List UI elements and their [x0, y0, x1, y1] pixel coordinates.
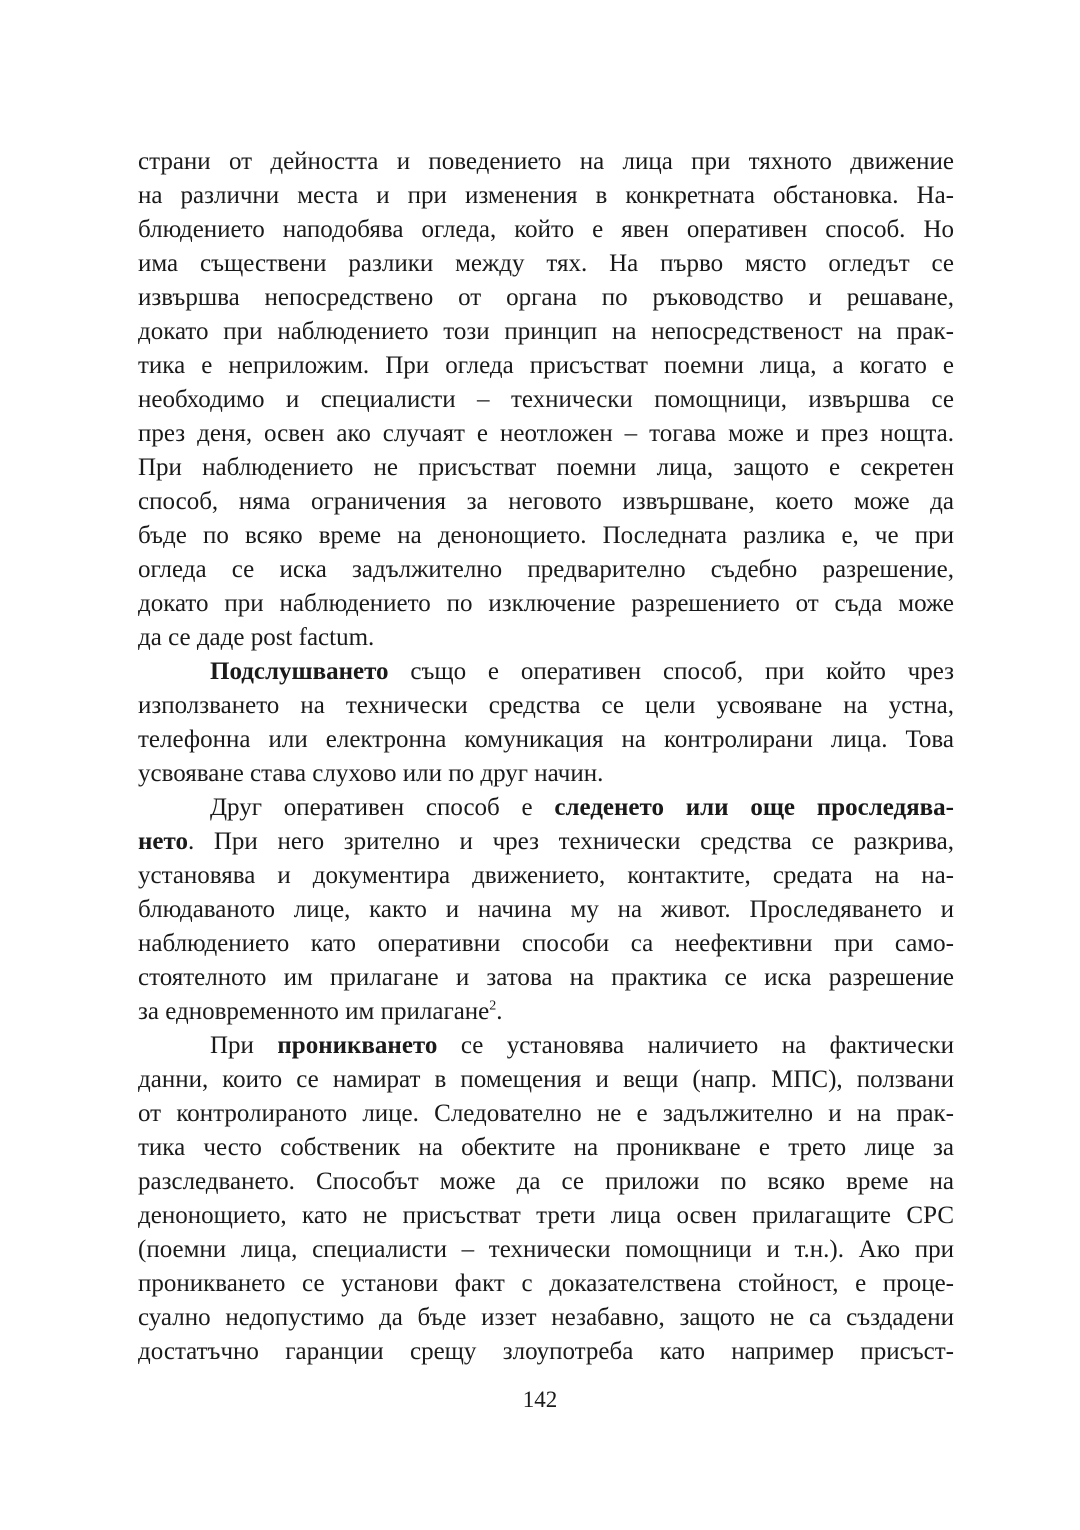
- text-line: установява и документира движението, контактите, средата на на-: [138, 862, 954, 889]
- text-run: се установява наличието на фактически: [437, 1032, 954, 1059]
- text-line: разследването. Способът може да се приложи по всяко време на: [138, 1168, 954, 1195]
- text-line: докато при наблюдението по изключение разрешението от съда може: [138, 590, 954, 617]
- text-line: докато при наблюдението този принцип на непосредственост на прак-: [138, 318, 954, 345]
- text-line: от контролираното лице. Следователно не е задължително и на прак-: [138, 1100, 954, 1127]
- bold-term: нето: [138, 828, 188, 855]
- text-line: има съществени разлики между тях. На първо място огледът се: [138, 250, 954, 277]
- text-line: необходимо и специалисти – технически помощници, извършва се: [138, 386, 954, 413]
- bold-term: Подслушването: [210, 658, 389, 685]
- text-line: При наблюдението не присъстват поемни лица, защото е секретен: [138, 454, 954, 481]
- text-line: бъде по всяко време на денонощието. Последната разлика е, че при: [138, 522, 954, 549]
- text-line: огледа се иска задължително предварително съдебно разрешение,: [138, 556, 954, 583]
- text-run: .: [496, 998, 503, 1025]
- text-line: наблюдението като оперативни способи са неефективни при само-: [138, 930, 954, 957]
- text-line: на различни места и при изменения в конкретната обстановка. На-: [138, 182, 954, 209]
- text-line: суално недопустимо да бъде иззет незабавно, защото не са създадени: [138, 1304, 954, 1331]
- footnote-reference[interactable]: 2: [489, 998, 497, 1014]
- text-line: проникването се установи факт с доказателствена стойност, е проце-: [138, 1270, 954, 1297]
- text-line: страни от дейността и поведението на лица при тяхното движение: [138, 148, 954, 175]
- text-line: денонощието, като не присъстват трети лица освен прилагащите СРС: [138, 1202, 954, 1229]
- text-line: тика е неприложим. При огледа присъстват поемни лица, а когато е: [138, 352, 954, 379]
- text-run: за едновременното им прилагане: [138, 998, 490, 1025]
- text-line: данни, които се намират в помещения и вещи (напр. МПС), ползвани: [138, 1066, 954, 1093]
- text-line: достатъчно гаранции срещу злоупотреба като например присъст-: [138, 1338, 954, 1365]
- text-line: усвояване става слухово или по друг начин.: [138, 760, 604, 787]
- text-line: [138, 791, 954, 825]
- text-line: [138, 825, 954, 859]
- text-line: блюдението наподобява огледа, който е явен оперативен способ. Но: [138, 216, 954, 243]
- page-number: 142: [522, 1387, 558, 1412]
- text-line: извършва непосредствено от органа по ръководство и решаване,: [138, 284, 954, 311]
- text-line: [138, 655, 954, 689]
- text-line: да се даде post factum.: [138, 624, 375, 651]
- body-text: [138, 145, 954, 1369]
- text-run: При: [210, 1032, 278, 1059]
- text-line: [138, 1029, 954, 1063]
- text-line: (поемни лица, специалисти – технически помощници и т.н.). Ако при: [138, 1236, 954, 1263]
- text-line: способ, няма ограничения за неговото извършване, което може да: [138, 488, 954, 515]
- text-line: телефонна или електронна комуникация на контролирани лица. Това: [138, 726, 954, 753]
- text-line: през деня, освен ако случаят е неотложен – тогава може и през нощта.: [138, 420, 954, 447]
- text-run: . При него зрително и чрез технически средства се разкрива,: [187, 828, 954, 855]
- text-line: [138, 995, 954, 1029]
- text-line: използването на технически средства се цели усвояване на устна,: [138, 692, 954, 719]
- text-run: също е оперативен способ, при който чрез: [388, 658, 954, 685]
- text-line: блюдаваното лице, както и начина му на живот. Проследяването и: [138, 896, 954, 923]
- text-line: тика често собственик на обектите на проникване е трето лице за: [138, 1134, 954, 1161]
- bold-term: проникването: [277, 1032, 438, 1059]
- bold-term: следенето или още проследява-: [554, 794, 954, 821]
- text-line: стоятелното им прилагане и затова на практика се иска разрешение: [138, 964, 954, 991]
- text-run: Друг оперативен способ е: [210, 794, 555, 821]
